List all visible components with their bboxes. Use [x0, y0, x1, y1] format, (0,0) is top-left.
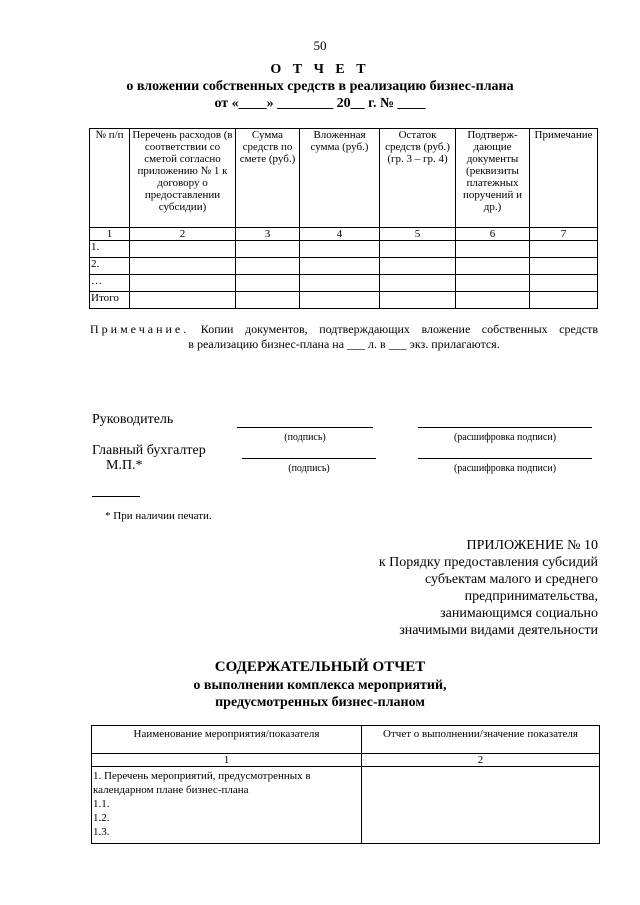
- note-label: Примечание.: [90, 322, 190, 336]
- col-number: 2: [130, 228, 236, 241]
- head-signature-caption: (подпись): [284, 432, 326, 443]
- col-number: 6: [456, 228, 530, 241]
- investment-table: [89, 128, 598, 309]
- footnote: * При наличии печати.: [105, 510, 212, 522]
- accountant-label: Главный бухгалтер: [92, 443, 206, 458]
- table-row: [90, 241, 598, 258]
- col-number: 7: [530, 228, 598, 241]
- header-report: Отчет о выполнении/значение показателя: [362, 726, 600, 754]
- col-number: 5: [380, 228, 456, 241]
- row-label-total: Итого: [90, 292, 130, 309]
- row-label: …: [90, 275, 130, 292]
- report-title: О Т Ч Е Т: [270, 62, 370, 77]
- appendix-line: субъектам малого и среднего: [425, 572, 598, 587]
- accountant-signature-caption: (подпись): [288, 463, 330, 474]
- header-note: Примечание: [530, 129, 598, 228]
- col-number: 3: [236, 228, 300, 241]
- head-label: Руководитель: [92, 412, 174, 427]
- report-date-line: от «____» ________ 20__ г. № ____: [214, 96, 426, 111]
- table-row: [92, 767, 600, 844]
- appendix-line: к Порядку предоставления субсидий: [378, 555, 598, 570]
- activities-table: [91, 725, 600, 844]
- appendix-line: значимыми видами деятельности: [399, 623, 598, 638]
- activities-list-title: 1. Перечень мероприятий, предусмотренных в календарном плане бизнес-плана: [93, 770, 311, 796]
- appendix-line: предпринимательства,: [464, 589, 598, 604]
- page-number: 50: [313, 38, 327, 53]
- appendix-block: [300, 537, 598, 639]
- content-report-title: СОДЕРЖАТЕЛЬНЫЙ ОТЧЕТ: [214, 659, 426, 675]
- stamp-label: М.П.*: [106, 458, 143, 473]
- activity-item: 1.2.: [93, 812, 110, 824]
- appendix-line: занимающимся социально: [440, 606, 598, 621]
- head-signature-line: [237, 427, 373, 428]
- header-number: № п/п: [90, 129, 130, 228]
- header-expenses: Перечень расходов (в соответствии со сметой согласно приложению № 1 к договору о предоставлении субсидии): [130, 129, 236, 228]
- activity-item: 1.1.: [93, 798, 110, 810]
- content-report-subtitle2: предусмотренных бизнес-планом: [215, 695, 425, 710]
- table-row: [90, 258, 598, 275]
- content-report-subtitle1: о выполнении комплекса мероприятий,: [193, 678, 447, 693]
- col-number: 2: [362, 754, 600, 767]
- head-decoding-line: [418, 427, 592, 428]
- activity-item: 1.3.: [93, 826, 110, 838]
- col-number: 4: [300, 228, 380, 241]
- note-line2: в реализацию бизнес-плана на ___ л. в ___ экз. прилагаются.: [188, 337, 500, 351]
- row-label: 1.: [90, 241, 130, 258]
- note-line1: Копии документов, подтверждающих вложение собственных средств: [200, 322, 598, 336]
- accountant-decoding-caption: (расшифровка подписи): [453, 463, 557, 474]
- table-row: [90, 292, 598, 309]
- report-subtitle: о вложении собственных средств в реализацию бизнес-плана: [126, 79, 514, 94]
- head-decoding-caption: (расшифровка подписи): [453, 432, 557, 443]
- note: [90, 322, 598, 352]
- header-estimate: Сумма средств по смете (руб.): [236, 129, 300, 228]
- header-balance: Остаток средств (руб.) (гр. 3 – гр. 4): [380, 129, 456, 228]
- table-row: [90, 275, 598, 292]
- col-number: 1: [92, 754, 362, 767]
- header-invested: Вложенная сумма (руб.): [300, 129, 380, 228]
- appendix-line: ПРИЛОЖЕНИЕ № 10: [466, 538, 598, 553]
- header-documents: Подтверж-дающие документы (реквизиты платежных поручений и др.): [456, 129, 530, 228]
- footnote-separator: [92, 496, 140, 497]
- col-number: 1: [90, 228, 130, 241]
- accountant-decoding-line: [418, 458, 592, 459]
- header-activity: Наименование мероприятия/показателя: [92, 726, 362, 754]
- accountant-signature-line: [242, 458, 376, 459]
- row-label: 2.: [90, 258, 130, 275]
